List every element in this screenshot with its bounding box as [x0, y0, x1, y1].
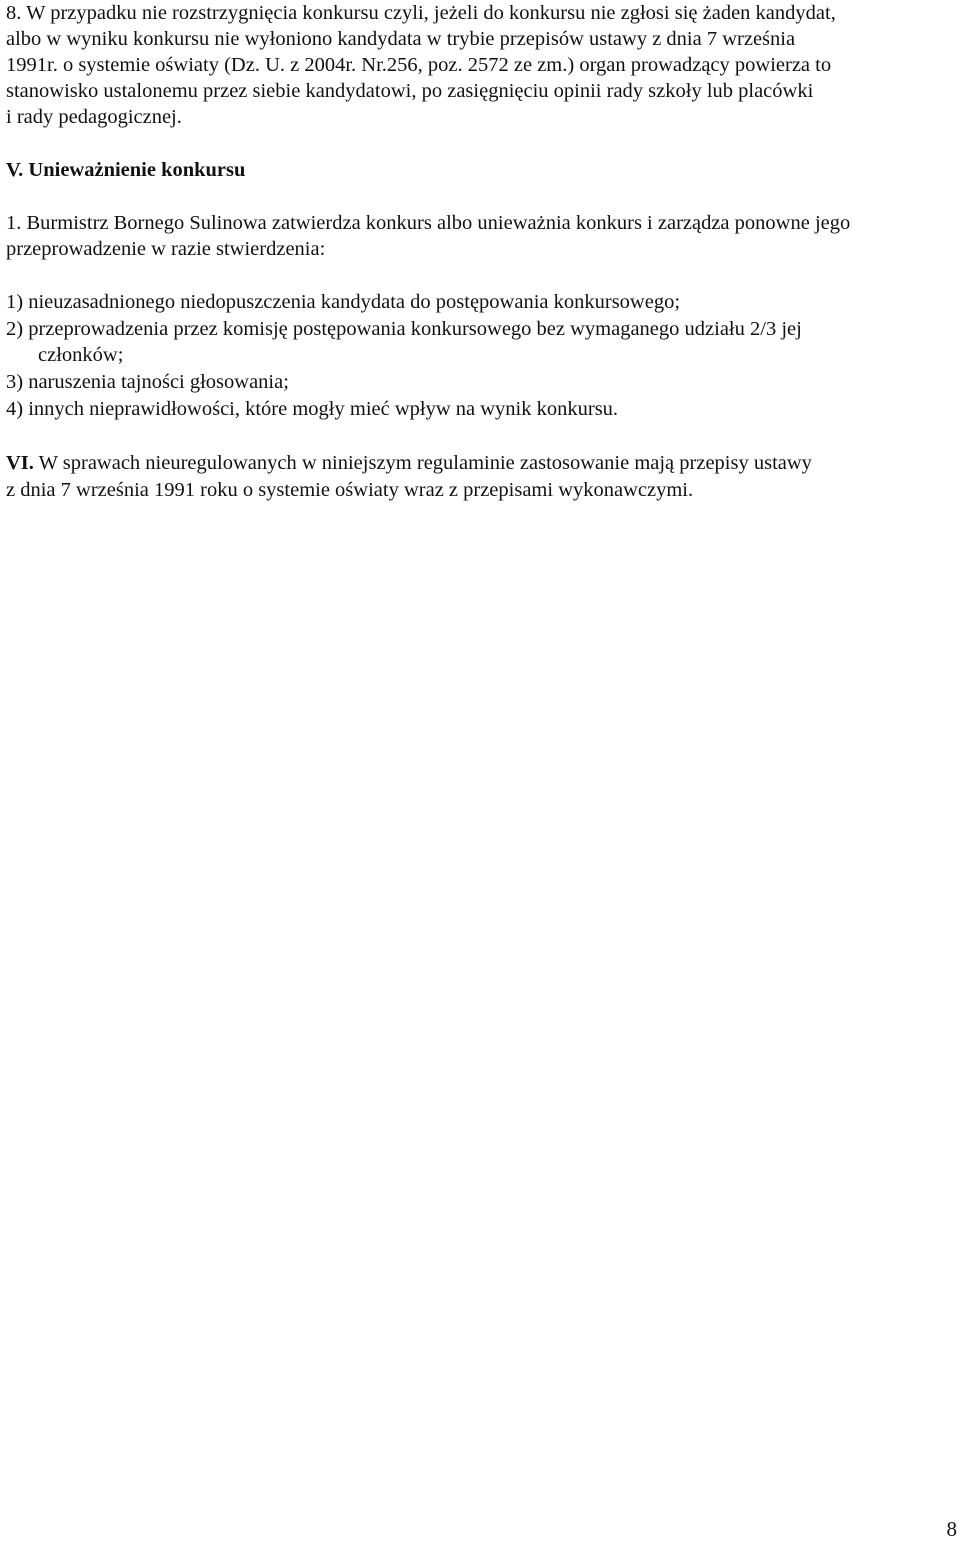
section8-line-5: i rady pedagogicznej. — [6, 106, 182, 128]
list-item-2: 2) przeprowadzenia przez komisję postępowania konkursowego bez wymaganego udziału 2/3 jej — [6, 318, 802, 340]
list-item-3: 3) naruszenia tajności głosowania; — [6, 371, 289, 393]
section5-intro-line-1: 1. Burmistrz Bornego Sulinowa zatwierdza konkurs albo unieważnia konkurs i zarządza ponowne jego — [6, 212, 851, 234]
section5-heading: V. Unieważnienie konkursu — [6, 159, 246, 181]
section6-line-2: z dnia 7 września 1991 roku o systemie oświaty wraz z przepisami wykonawczymi. — [6, 479, 694, 501]
section6-label: VI. — [6, 452, 34, 474]
section8-line-2: albo w wyniku konkursu nie wyłoniono kandydata w trybie przepisów ustawy z dnia 7 września — [6, 28, 796, 50]
list-item-2-continuation: członków; — [38, 344, 124, 366]
section5-intro-line-2: przeprowadzenie w razie stwierdzenia: — [6, 238, 326, 260]
list-item-1: 1) nieuzasadnionego niedopuszczenia kandydata do postępowania konkursowego; — [6, 291, 681, 313]
section8-line-1: 8. W przypadku nie rozstrzygnięcia konkursu czyli, jeżeli do konkursu nie zgłosi się żaden kandydat, — [6, 2, 836, 24]
list-item-4: 4) innych nieprawidłowości, które mogły mieć wpływ na wynik konkursu. — [6, 398, 619, 420]
page-number: 8 — [946, 1517, 957, 1541]
section6-line-1-text: W sprawach nieuregulowanych w niniejszym regulaminie zastosowanie mają przepisy ustawy — [33, 452, 812, 474]
section6-line-1 — [6, 450, 812, 476]
section8-line-4: stanowisko ustalonemu przez siebie kandydatowi, po zasięgnięciu opinii rady szkoły lub placówki — [6, 80, 814, 102]
section8-line-3: 1991r. o systemie oświaty (Dz. U. z 2004r. Nr.256, poz. 2572 ze zm.) organ prowadzący powierza to — [6, 54, 832, 76]
